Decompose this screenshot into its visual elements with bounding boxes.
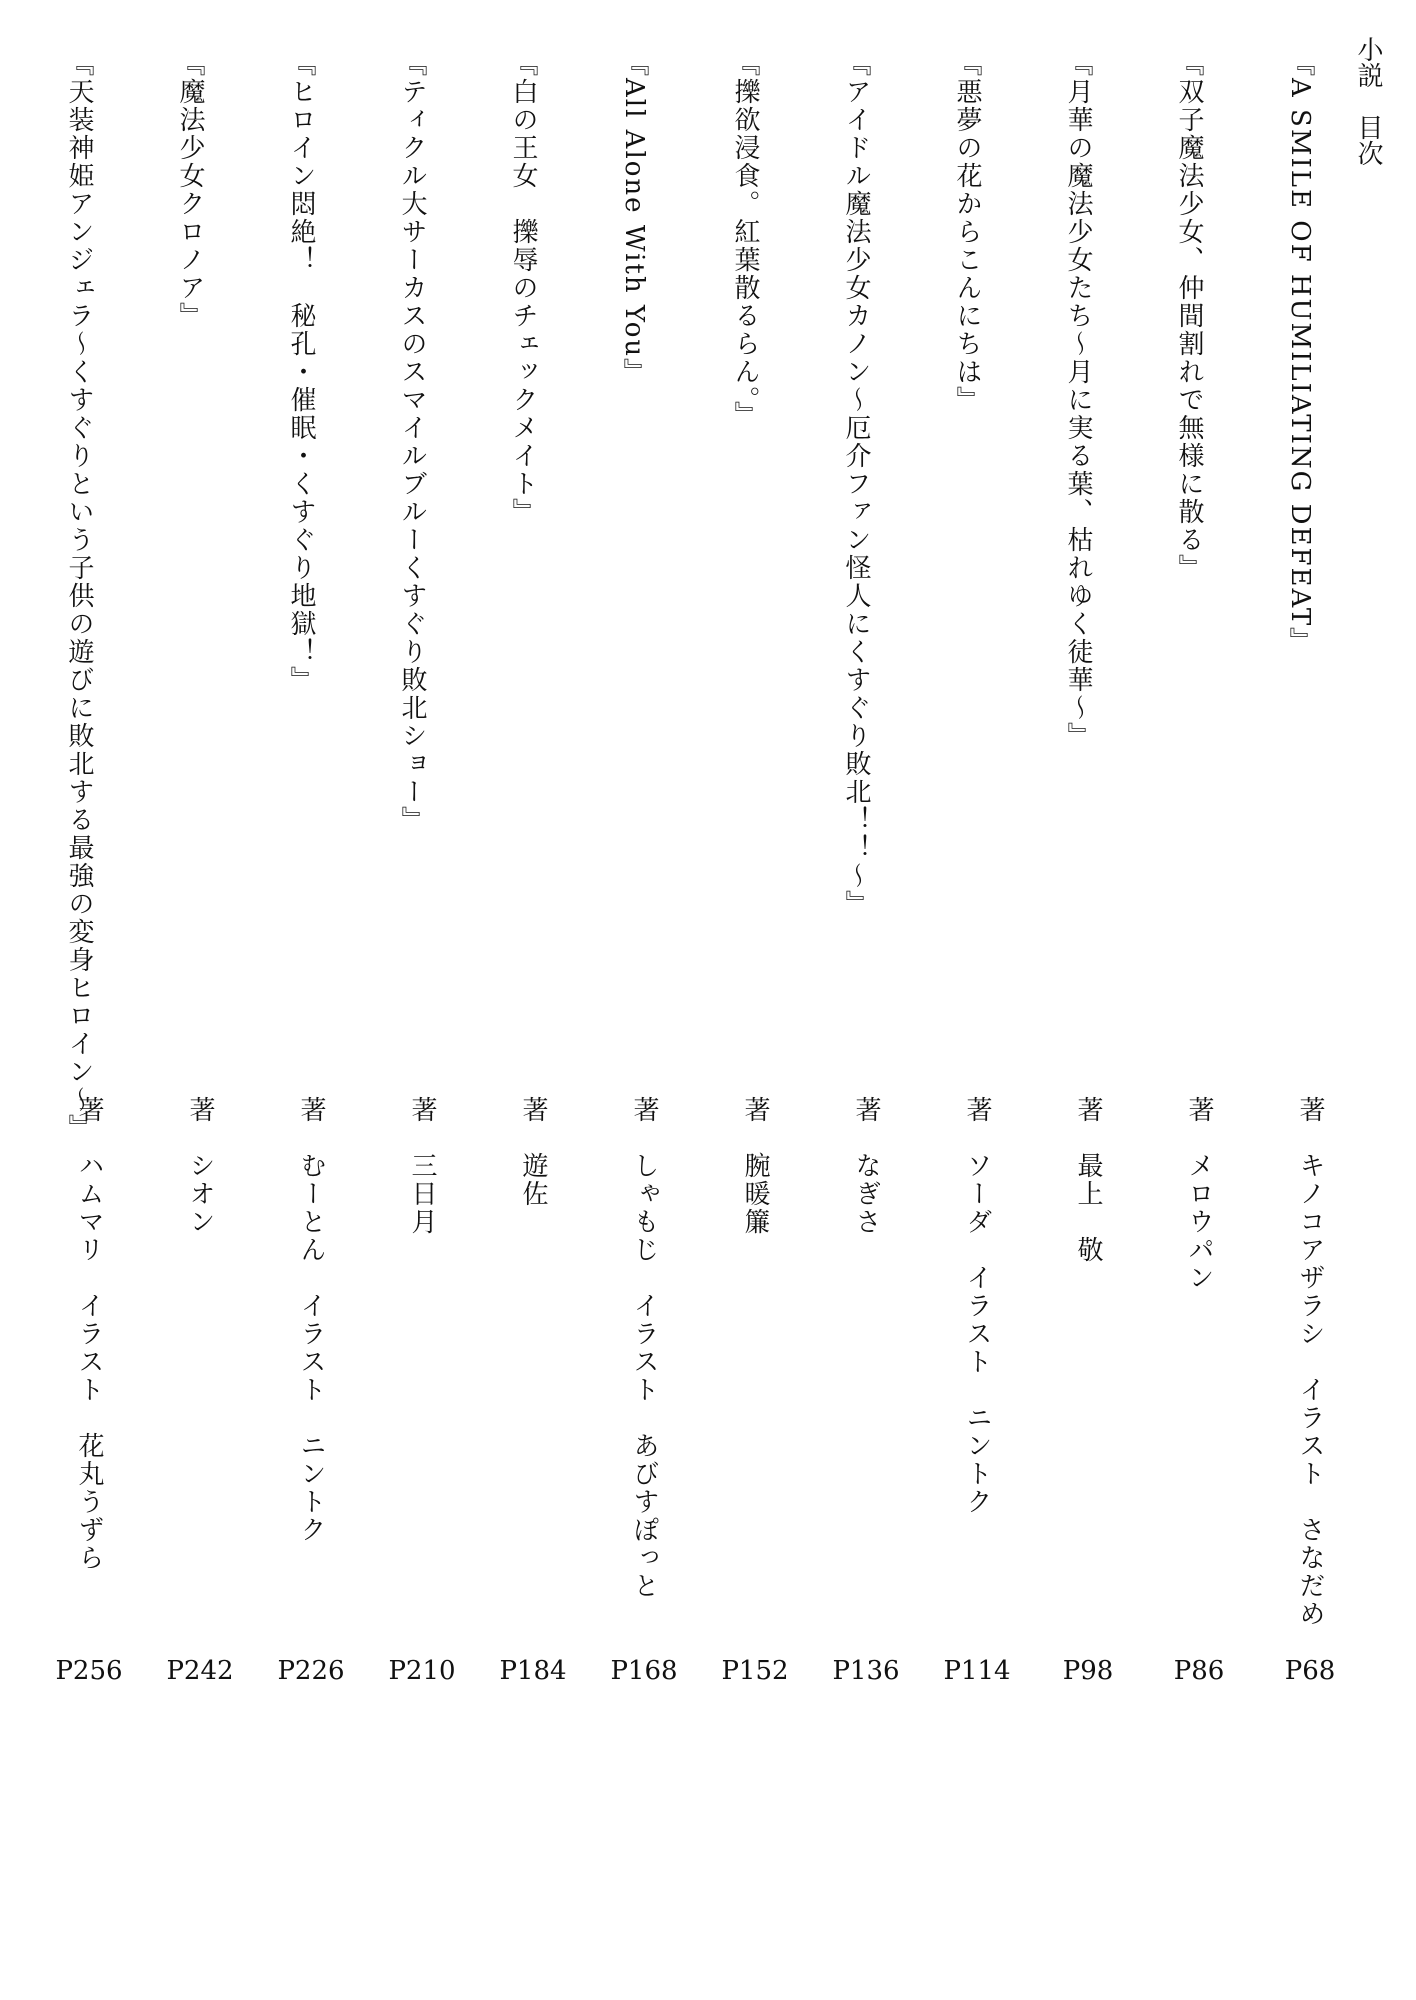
entry-title: 『月華の魔法少女たち～月に実る葉、枯れゆく徒華～』: [1063, 50, 1093, 750]
entry-credit: 著 ハムマリ イラスト 花丸うずら: [74, 1096, 104, 1572]
entry-title: 『双子魔法少女、仲間割れで無様に散る』: [1174, 50, 1204, 582]
entry-title: 『魔法少女クロノア』: [175, 50, 205, 330]
entry-credit: 著 ソーダ イラスト ニントク: [962, 1096, 992, 1516]
entry-page-number: P114: [943, 1656, 1011, 1686]
toc-heading: 小説 目次: [1353, 36, 1383, 166]
entry-title: 『悪夢の花からこんにちは』: [952, 50, 982, 414]
entry-title: 『All Alone With You』: [619, 50, 649, 387]
entry-credit: 著 腕暖簾: [740, 1096, 770, 1236]
entry-credit: 著 最上 敬: [1073, 1096, 1103, 1264]
entry-credit: 著 メロウパン: [1184, 1096, 1214, 1292]
entry-credit: 著 しゃもじ イラスト あびすぽっと: [629, 1096, 659, 1600]
entry-credit: 著 キノコアザラシ イラスト さなだめ: [1295, 1096, 1325, 1628]
entry-title: 『ティクル大サーカスのスマイルブルーくすぐり敗北ショー』: [397, 50, 427, 834]
entry-page-number: P68: [1284, 1656, 1336, 1686]
entry-title: 『ヒロイン悶絶！ 秘孔・催眠・くすぐり地獄！』: [286, 50, 316, 694]
entry-credit: 著 シオン: [185, 1096, 215, 1236]
entry-page-number: P136: [832, 1656, 900, 1686]
entry-page-number: P98: [1062, 1656, 1114, 1686]
entry-page-number: P256: [55, 1656, 123, 1686]
entry-credit: 著 三日月: [407, 1096, 437, 1236]
entry-title: 『A SMILE OF HUMILIATING DEFEAT』: [1285, 50, 1315, 656]
entry-page-number: P86: [1173, 1656, 1225, 1686]
entry-credit: 著 むーとん イラスト ニントク: [296, 1096, 326, 1544]
entry-title: 『天装神姫アンジェラ～くすぐりという子供の遊びに敗北する最強の変身ヒロイン～』: [64, 50, 94, 1142]
entry-credit: 著 遊佐: [518, 1096, 548, 1208]
entry-credit: 著 なぎさ: [851, 1096, 881, 1236]
entry-page-number: P242: [166, 1656, 234, 1686]
entry-title: 『白の王女 擽辱のチェックメイト』: [508, 50, 538, 526]
entry-page-number: P184: [499, 1656, 567, 1686]
entry-title: 『アイドル魔法少女カノン～厄介ファン怪人にくすぐり敗北！！～』: [841, 50, 871, 918]
entry-page-number: P210: [388, 1656, 456, 1686]
entry-page-number: P226: [277, 1656, 345, 1686]
entry-title: 『擽欲浸食。紅葉散るらん。』: [730, 50, 760, 429]
entry-page-number: P168: [610, 1656, 678, 1686]
entry-page-number: P152: [721, 1656, 789, 1686]
